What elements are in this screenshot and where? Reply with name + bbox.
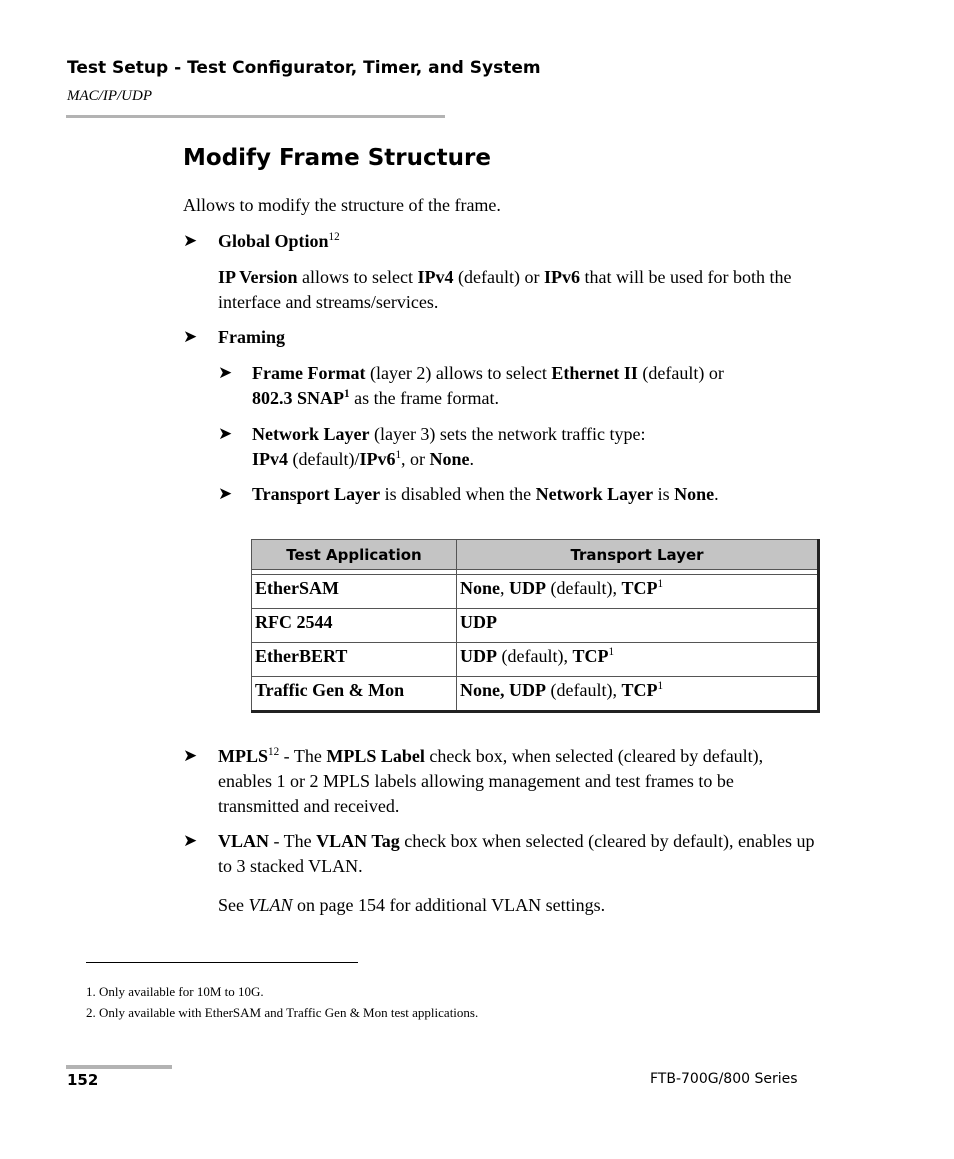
vlan-see-also: See VLAN on page 154 for additional VLAN settings. — [218, 895, 606, 915]
arrowhead-bullet-icon: ➤ — [183, 746, 198, 766]
vlan-link[interactable]: VLAN — [248, 895, 293, 915]
mpls-item: MPLS$^{12}$ - The MPLS Label check box, when selected (cleared by default), enables 1 or 2 MPLS labels allowing management and test frames to be transmitted and received. — [218, 746, 764, 816]
network-layer-item: Network Layer (layer 3) sets the network traffic type: IPv4 $(default)/IPv6^1$, or None. — [252, 424, 646, 469]
table-header-cell: Test Application — [252, 540, 457, 570]
table-cell-app: EtherBERT — [252, 643, 457, 677]
arrowhead-bullet-icon: ➤ — [183, 231, 198, 251]
global-option-heading: Global Option$^{12}$ — [218, 231, 340, 251]
arrowhead-bullet-icon: ➤ — [218, 424, 233, 444]
table-row — [252, 609, 819, 643]
vlan-item: VLAN - The VLAN Tag check box when selected (cleared by default), enables up to 3 stacked VLAN. — [218, 831, 815, 876]
arrowhead-bullet-icon: ➤ — [218, 484, 233, 504]
test-application-table — [251, 539, 820, 713]
frame-format-item: Frame Format (layer 2) allows to select Ethernet II (default) or 802.3 SNAP$^1$ as the frame format. — [252, 363, 724, 408]
header-rule — [66, 115, 445, 118]
table-row — [252, 677, 819, 712]
global-option-description: IP Version allows to select IPv4 (default) or IPv6 that will be used for both the interface and streams/services. — [218, 267, 792, 312]
table-cell-transport: UDP (default), TCP$^1$ — [457, 643, 819, 677]
table-cell-transport: None, UDP (default), TCP$^1$ — [457, 575, 819, 609]
footnote-rule — [86, 962, 358, 963]
table-row — [252, 575, 819, 609]
table-header-cell: Transport Layer — [457, 540, 819, 570]
running-header-title: Test Setup - Test Configurator, Timer, and System — [67, 58, 541, 78]
table-row — [252, 643, 819, 677]
table-cell-app: Traffic Gen & Mon — [252, 677, 457, 712]
table-cell-transport: None, UDP (default), TCP$^1$ — [457, 677, 819, 712]
arrowhead-bullet-icon: ➤ — [218, 363, 233, 383]
table-cell-app: EtherSAM — [252, 575, 457, 609]
footnote-1: 1. Only available for 10M to 10G. — [86, 984, 264, 999]
section-intro: Allows to modify the structure of the frame. — [183, 195, 501, 215]
footer-rule — [66, 1065, 172, 1069]
running-header-subtitle: MAC/IP/UDP — [67, 88, 152, 104]
framing-heading: Framing — [218, 327, 285, 347]
table-cell-app: RFC 2544 — [252, 609, 457, 643]
table-header-row — [252, 540, 819, 570]
arrowhead-bullet-icon: ➤ — [183, 831, 198, 851]
transport-layer-item: Transport Layer is disabled when the Network Layer is None. — [252, 484, 719, 504]
product-series: FTB-700G/800 Series — [650, 1071, 798, 1087]
page-number: 152 — [67, 1071, 99, 1089]
footnote-2: 2. Only available with EtherSAM and Traffic Gen & Mon test applications. — [86, 1005, 479, 1020]
section-title: Modify Frame Structure — [183, 145, 491, 171]
arrowhead-bullet-icon: ➤ — [183, 327, 198, 347]
table-cell-transport: UDP — [457, 609, 819, 643]
